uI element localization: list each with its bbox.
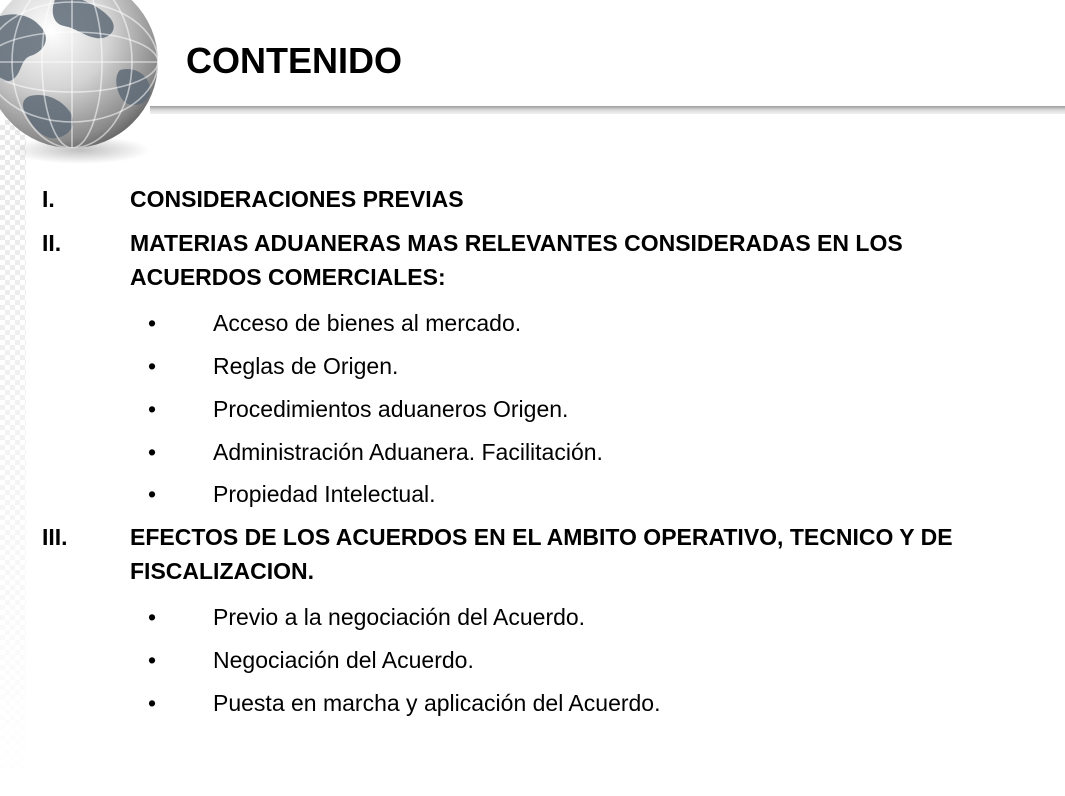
bullet-icon: •: [148, 647, 157, 673]
list-item: Puesta en marcha y aplicación del Acuerdo.: [213, 690, 661, 716]
section-numeral: I.: [42, 186, 55, 212]
list-item: Propiedad Intelectual.: [213, 481, 436, 507]
bullet-icon: •: [148, 396, 157, 422]
bullet-icon: •: [148, 439, 157, 465]
bullet-icon: •: [148, 604, 157, 630]
bullet-icon: •: [148, 690, 157, 716]
bullet-icon: •: [148, 353, 157, 379]
list-item: Acceso de bienes al mercado.: [213, 310, 522, 336]
section-numeral: II.: [42, 230, 62, 256]
section-heading: MATERIAS ADUANERAS MAS RELEVANTES CONSIDERADAS EN LOS ACUERDOS COMERCIALES:: [130, 230, 903, 290]
section-heading: CONSIDERACIONES PREVIAS: [130, 186, 464, 212]
bullet-icon: •: [148, 481, 157, 507]
list-item: Administración Aduanera. Facilitación.: [213, 439, 603, 465]
section-numeral: III.: [42, 524, 68, 550]
page-title: CONTENIDO: [186, 40, 402, 81]
list-item: Previo a la negociación del Acuerdo.: [213, 604, 586, 630]
list-item: Reglas de Origen.: [213, 353, 399, 379]
list-item: Negociación del Acuerdo.: [213, 647, 474, 673]
section-heading: EFECTOS DE LOS ACUERDOS EN EL AMBITO OPERATIVO, TECNICO Y DE FISCALIZACION.: [130, 524, 953, 584]
list-item: Procedimientos aduaneros Origen.: [213, 396, 569, 422]
bullet-icon: •: [148, 310, 157, 336]
